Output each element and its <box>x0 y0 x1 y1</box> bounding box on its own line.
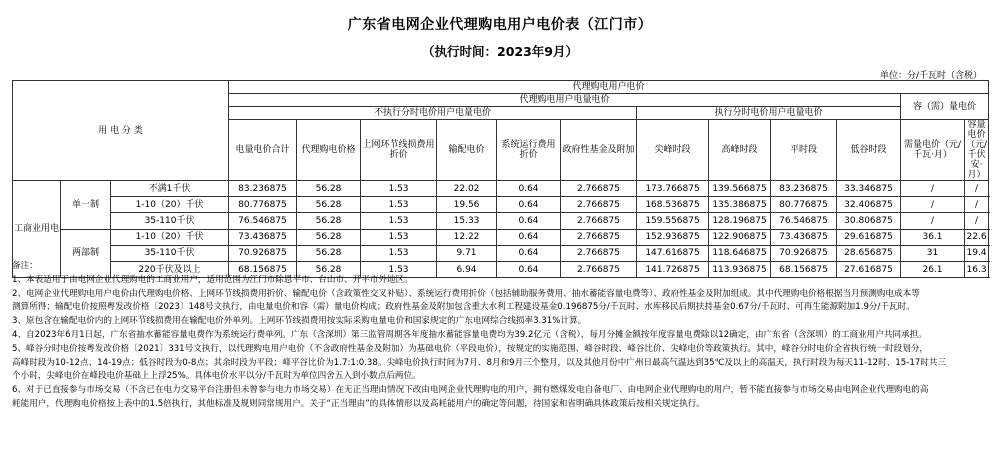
table-cell: 0.64 <box>497 197 561 213</box>
table-cell: 0.64 <box>497 245 561 261</box>
table-row <box>13 245 989 261</box>
header-classification: 用 电 分 类 <box>13 81 229 181</box>
col-header: 低谷时段 <box>837 120 901 181</box>
table-cell: 141.726875 <box>637 261 709 277</box>
table-cell: 159.556875 <box>637 213 709 229</box>
table-cell: 56.28 <box>297 213 361 229</box>
header-tou: 执行分时电价用户电量电价 <box>637 107 901 120</box>
table-cell: 15.33 <box>437 213 497 229</box>
table-cell: 68.156875 <box>771 261 837 277</box>
col-header: 代理购电价格 <box>297 120 361 181</box>
notes-section <box>12 260 988 412</box>
table-cell: 56.28 <box>297 229 361 245</box>
table-cell: 9.71 <box>437 245 497 261</box>
header-agency-price: 代理购电用户电价 <box>229 81 989 94</box>
table-cell: 28.656875 <box>837 245 901 261</box>
table-cell: 1.53 <box>361 261 437 277</box>
table-cell: 31 <box>901 245 965 261</box>
table-cell: 29.616875 <box>837 229 901 245</box>
table-cell: 73.436875 <box>229 229 297 245</box>
col-header: 上网环节线损费用折价 <box>361 120 437 181</box>
note-line: 耗能用户，代理购电价格按上表中的1.5倍执行，其他标准及规则同常规用户。关于“正当理由”的具体情形以及高耗能用户的确定等问题，待国家和省明确具体政策后按相关规定执行。 <box>12 398 705 409</box>
table-cell: 76.546875 <box>771 213 837 229</box>
table-cell: 128.196875 <box>709 213 771 229</box>
col-header: 尖峰时段 <box>637 120 709 181</box>
table-cell: 56.28 <box>297 261 361 277</box>
table-cell: 33.346875 <box>837 181 901 197</box>
table-cell: / <box>901 213 965 229</box>
col-header: 输配电价 <box>437 120 497 181</box>
table-cell: / <box>965 213 989 229</box>
table-cell: 6.94 <box>437 261 497 277</box>
table-cell: 70.926875 <box>229 245 297 261</box>
col-header: 需量电价（元/千瓦·月） <box>901 120 965 181</box>
table-cell: / <box>965 181 989 197</box>
table-cell: 27.616875 <box>837 261 901 277</box>
table-cell: 152.936875 <box>637 229 709 245</box>
page-subtitle: （执行时间：2023年9月） <box>422 44 578 59</box>
table-cell: 1.53 <box>361 213 437 229</box>
unit-label: 单位：分/千瓦时（含税） <box>879 71 982 81</box>
table-cell: 80.776875 <box>229 197 297 213</box>
table-cell: / <box>901 181 965 197</box>
table-cell: 1.53 <box>361 181 437 197</box>
table-cell: 2.766875 <box>561 181 637 197</box>
table-cell: 168.536875 <box>637 197 709 213</box>
col-header: 政府性基金及附加 <box>561 120 637 181</box>
header-non-tou: 不执行分时电价用户电量电价 <box>229 107 637 120</box>
table-cell: 1.53 <box>361 245 437 261</box>
table-cell: 118.646875 <box>709 245 771 261</box>
table-row <box>13 197 989 213</box>
table-cell: 19.56 <box>437 197 497 213</box>
page-title: 广东省电网企业代理购电用户电价表（江门市） <box>347 17 653 33</box>
table-cell: 56.28 <box>297 181 361 197</box>
table-cell: 19.4 <box>965 245 989 261</box>
table-cell: 83.236875 <box>771 181 837 197</box>
col-header: 高峰时段 <box>709 120 771 181</box>
subgroup-label: 单一制 <box>61 181 111 230</box>
table-cell: / <box>965 197 989 213</box>
table-cell: 22.02 <box>437 181 497 197</box>
table-cell: 32.406875 <box>837 197 901 213</box>
note-line: 个小时，尖峰电价在峰段电价基础上上浮25%。具体电价水平以分/千瓦时为单位四舍五入到小数点后两位。 <box>12 371 421 382</box>
table-cell: 1.53 <box>361 197 437 213</box>
col-header: 平时段 <box>771 120 837 181</box>
table-cell: 56.28 <box>297 197 361 213</box>
table-cell: 22.6 <box>965 229 989 245</box>
table-cell: 0.64 <box>497 229 561 245</box>
note-line: 5、峰谷分时电价按粤发改价格〔2021〕331号文执行，以代理购电用户电价（不含政府性基金及附加）为基础电价（平段电价），按规定的实施范围、峰谷时段、峰谷比价、尖峰电价等政策执行。其中，峰谷分时电价全省执行统一时段划分， <box>12 343 929 354</box>
header-capacity-price: 容（需）量电价 <box>901 94 989 120</box>
table-cell: 12.22 <box>437 229 497 245</box>
table-cell: 2.766875 <box>561 229 637 245</box>
table-cell: 135.386875 <box>709 197 771 213</box>
note-line: 高峰时段为10-12点、14-19点；低谷时段为0-8点；其余时段为平段；峰平谷比价为1.7:1:0.38。尖峰电价执行时间为7月、8月和9月三个整月，以及其他月份中广州日最高气温达到35℃及以上的高温天，执行时段为每天11-12时、15-17时共三 <box>12 357 947 368</box>
table-row <box>13 213 989 229</box>
table-row <box>13 229 989 245</box>
table-cell: / <box>901 197 965 213</box>
voltage-cell: 1-10（20）千伏 <box>111 229 229 245</box>
notes-heading: 备注： <box>12 261 38 271</box>
group-label: 工商业用电 <box>13 181 61 278</box>
table-cell: 2.766875 <box>561 245 637 261</box>
electricity-price-table <box>12 80 989 278</box>
voltage-cell: 1-10（20）千伏 <box>111 197 229 213</box>
table-cell: 70.926875 <box>771 245 837 261</box>
table-cell: 80.776875 <box>771 197 837 213</box>
note-line: 4、自2023年6月1日起，广东省抽水蓄能容量电费作为系统运行费单列。广东（含深圳）第三监管周期各年度抽水蓄能容量电费均为39.2亿元（含税），每月分摊金额按年度容量电费除以12确定，由广东省（含深圳）的工商业用户共同承担。 <box>12 329 927 340</box>
table-cell: 0.64 <box>497 261 561 277</box>
table-cell: 147.616875 <box>637 245 709 261</box>
table-cell: 76.546875 <box>229 213 297 229</box>
note-line: 测算所得；输配电价按照粤发改价格〔2023〕148号文执行，由电量电价和容（需）量电价构成；政府性基金及附加包含重大水利工程建设基金0.196875分/千瓦时、水库移民后期扶持基金0.67分/千瓦时、可再生能源附加1.9分/千瓦时。 <box>12 302 915 313</box>
table-cell: 26.1 <box>901 261 965 277</box>
table-cell: 16.3 <box>965 261 989 277</box>
table-row <box>13 181 989 197</box>
table-cell: 68.156875 <box>229 261 297 277</box>
header-energy-price: 代理购电用户电量电价 <box>229 94 901 107</box>
col-header: 容量电价（元/千伏安·月） <box>966 120 988 180</box>
col-header: 系统运行费用折价 <box>497 120 561 181</box>
voltage-cell: 35-110千伏 <box>111 213 229 229</box>
table-cell: 36.1 <box>901 229 965 245</box>
voltage-cell: 不满1千伏 <box>111 181 229 197</box>
table-cell: 56.28 <box>297 245 361 261</box>
table-cell: 30.806875 <box>837 213 901 229</box>
table-cell: 1.53 <box>361 229 437 245</box>
table-cell: 2.766875 <box>561 213 637 229</box>
table-cell: 0.64 <box>497 213 561 229</box>
voltage-cell: 220千伏及以上 <box>111 261 229 277</box>
table-cell: 139.566875 <box>709 181 771 197</box>
table-cell: 173.766875 <box>637 181 709 197</box>
table-cell: 0.64 <box>497 181 561 197</box>
subgroup-label: 两部制 <box>61 229 111 278</box>
table-cell: 2.766875 <box>561 261 637 277</box>
table-cell: 122.906875 <box>709 229 771 245</box>
col-header: 电量电价合计 <box>229 120 297 181</box>
note-line: 6、对于已直接参与市场交易（不含已在电力交易平台注册但未曾参与电力市场交易）在无正当理由情况下改由电网企业代理购电的用户，拥有燃煤发电自备电厂、由电网企业代理购电的用户，暂不能直接参与市场交易由电网企业代理购电的高 <box>12 385 929 396</box>
table-cell: 113.936875 <box>709 261 771 277</box>
table-cell: 83.236875 <box>229 181 297 197</box>
note-line: 1、本表适用于由电网企业代理购电的工商业用户，适用范围为江门市除恩平市、台山市、开平市外地区。 <box>12 274 413 285</box>
table-cell: 2.766875 <box>561 197 637 213</box>
note-line: 2、电网企业代理购电用户电价由代理购电价格、上网环节线损费用折价、输配电价（含政策性交叉补贴）、系统运行费用折价（包括辅助服务费用、抽水蓄能容量电费等）、政府性基金及附加组成。其中代理购电价格根据当月预测购电成本等 <box>12 288 920 299</box>
note-line: 3、原包含在输配电价内的上网环节线损费用在输配电价外单列。上网环节线损费用按实际采购电量电价和国家规定的广东电网综合线损率3.31%计算。 <box>12 316 587 327</box>
voltage-cell: 35-110千伏 <box>111 245 229 261</box>
table-cell: 73.436875 <box>771 229 837 245</box>
